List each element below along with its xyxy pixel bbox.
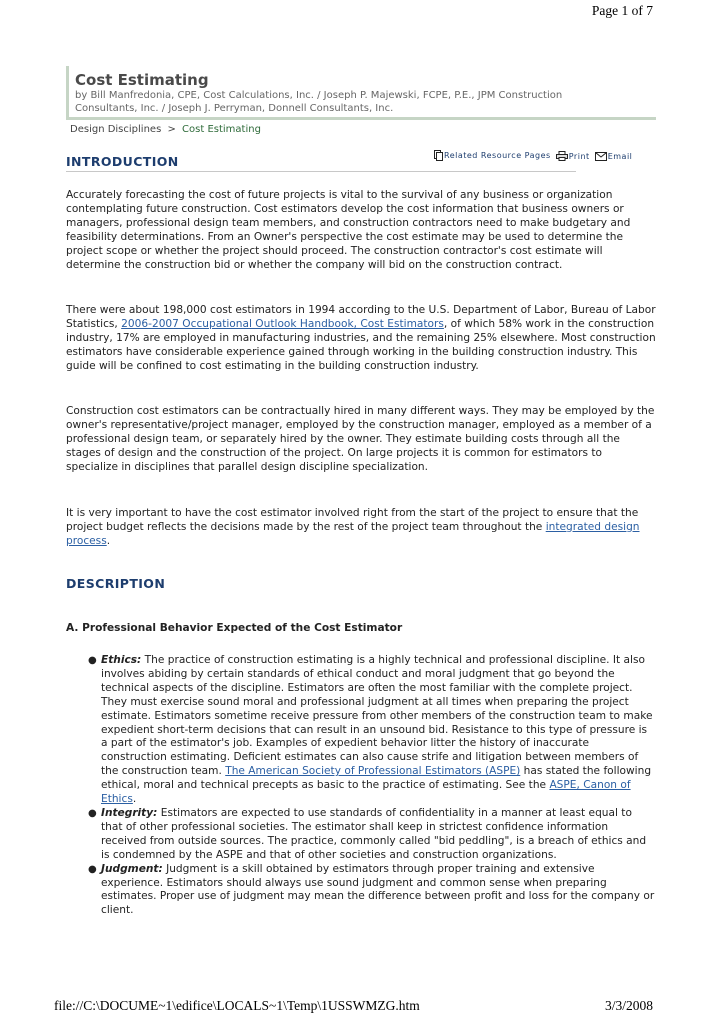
intro-paragraph-2 [66, 304, 656, 374]
judgment-text: Judgment is a skill obtained by estimators through proper training and extensive experience. Estimators should always use sound judgment and common sense when preparing estimates. Proper use of judgment may mean the difference between profit and loss for the company or client. [101, 862, 655, 917]
email-link[interactable] [595, 152, 633, 161]
breadcrumb-separator: > [167, 124, 176, 135]
breadcrumb-current: Cost Estimating [182, 124, 261, 135]
term-ethics: Ethics: [101, 654, 142, 666]
list-item-judgment [66, 863, 656, 919]
term-integrity: Integrity: [101, 806, 158, 819]
envelope-icon [595, 152, 607, 161]
bullet: ● [88, 807, 97, 819]
related-resource-pages-link[interactable] [434, 150, 551, 161]
occupational-outlook-handbook-link[interactable]: 2006-2007 Occupational Outlook Handbook, Cost Estimators [121, 317, 444, 330]
authors-line-1: by Bill Manfredonia, CPE, Cost Calculations, Inc. / Joseph P. Majewski, FCPE, P.E., JPM Construction [75, 90, 563, 101]
term-judgment: Judgment: [101, 862, 163, 875]
page-title: Cost Estimating [75, 71, 209, 89]
title-block [66, 66, 656, 120]
intro-paragraph-4 [66, 507, 656, 549]
bullet: ● [88, 655, 97, 666]
description-heading: DESCRIPTION [66, 576, 166, 591]
integrity-text: Estimators are expected to use standards of confidentiality in a manner at least equal to that of other professional societies. The estimator shall keep in strictest confidence information received from outside sources. The practice, commonly called "bid peddling", is a breach of ethics and is condemned by the ASPE and that of other societies and construction organizations. [101, 806, 647, 861]
authors [75, 90, 656, 115]
list-item-integrity [66, 807, 656, 863]
email-label: Email [607, 152, 633, 161]
aspe-link[interactable]: The American Society of Professional Estimators (ASPE) [225, 765, 521, 778]
intro-paragraph-3: Construction cost estimators can be contractually hired in many different ways. They may be employed by the owner's representative/project manager, employed by the construction manager, employed as a member of a professional design team, or separately hired by the owner. They estimate building costs through all the stages of design and the construction of the project. On large projects it is common for estimators to specialize in disciplines that parallel design discipline specialization. [66, 405, 655, 473]
list-item-ethics [66, 654, 656, 807]
intro-paragraph-1: Accurately forecasting the cost of future projects is vital to the survival of any business or organization contemplating future construction. Cost estimators develop the cost information that business owners or managers, professional design team members, and construction contractors need to make budgetary and feasibility determinations. From an Owner's perspective the cost estimate may be used to determine the project scope or whether the project should proceed. The construction contractor's cost estimate will determine the construction bid or whether the company will bid on the construction contract. [66, 189, 631, 271]
authors-line-2: Consultants, Inc. / Joseph J. Perryman, Donnell Consultants, Inc. [75, 102, 394, 114]
print-date: 3/3/2008 [604, 998, 653, 1013]
section-divider [66, 171, 576, 172]
print-link[interactable] [556, 151, 590, 161]
printer-icon [556, 151, 568, 161]
integrated-design-process-link[interactable]: integrated design process [66, 520, 640, 547]
print-page-number: Page 1 of 7 [591, 3, 653, 18]
intro-paragraph-4-text-a: It is very important to have the cost estimator involved right from the start of the project to ensure that the project budget reflects the decisions made by the rest of the project team throughout the [66, 507, 639, 533]
intro-paragraph-2-text-b: , of which 58% work in the construction industry, 17% are employed in manufacturing industries, and the remaining 25% elsewhere. Most construction estimators have considerable experience gained through working in the building construction industry. This guide will be confined to cost estimating in the building construction industry. [66, 317, 656, 372]
precepts-list [66, 654, 656, 918]
breadcrumb [70, 124, 261, 135]
bullet: ● [88, 863, 97, 875]
print-file-path: file://C:\DOCUME~1\edifice\LOCALS~1\Temp\1USSWMZG.htm [54, 998, 420, 1013]
breadcrumb-parent-link[interactable]: Design Disciplines [70, 124, 162, 135]
aspe-canon-of-ethics-link[interactable]: ASPE, Canon of Ethics [101, 779, 631, 806]
print-label: Print [568, 151, 590, 161]
related-resource-pages-label: Related Resource Pages [444, 151, 551, 160]
intro-paragraph-2-text-a: There were about 198,000 cost estimators in 1994 according to the U.S. Department of Labor, Bureau of Labor Statistics, [66, 304, 656, 330]
resource-toolbar [434, 150, 634, 163]
subsection-heading: A. Professional Behavior Expected of the Cost Estimator [66, 622, 403, 634]
intro-paragraph-4-text-b: . [106, 534, 111, 547]
ethics-text-b: has stated the following ethical, moral and technical precepts as basic to the practice of estimating. See the [101, 765, 652, 792]
ethics-text-c: . [132, 793, 137, 806]
ethics-text-a: The practice of construction estimating is a highly technical and professional discipline. It also involves abiding by certain standards of ethical conduct and moral judgment that go beyond the technical aspects of the discipline. Estimators are often the most familiar with the complete project. They must exercise sound moral and professional judgment at all times when preparing the project estimate. Estimators sometime receive pressure from other members of the construction team to make expedient short-term decisions that can result in an unsound bid. Resistance to this type of pressure is a part of the estimator's job. Examples of expedient behavior litter the history of inaccurate construction estimating. Deficient estimates can also cause strife and litigation between members of the construction team. [101, 654, 653, 778]
pages-icon [434, 150, 443, 161]
introduction-heading: INTRODUCTION [66, 154, 179, 169]
